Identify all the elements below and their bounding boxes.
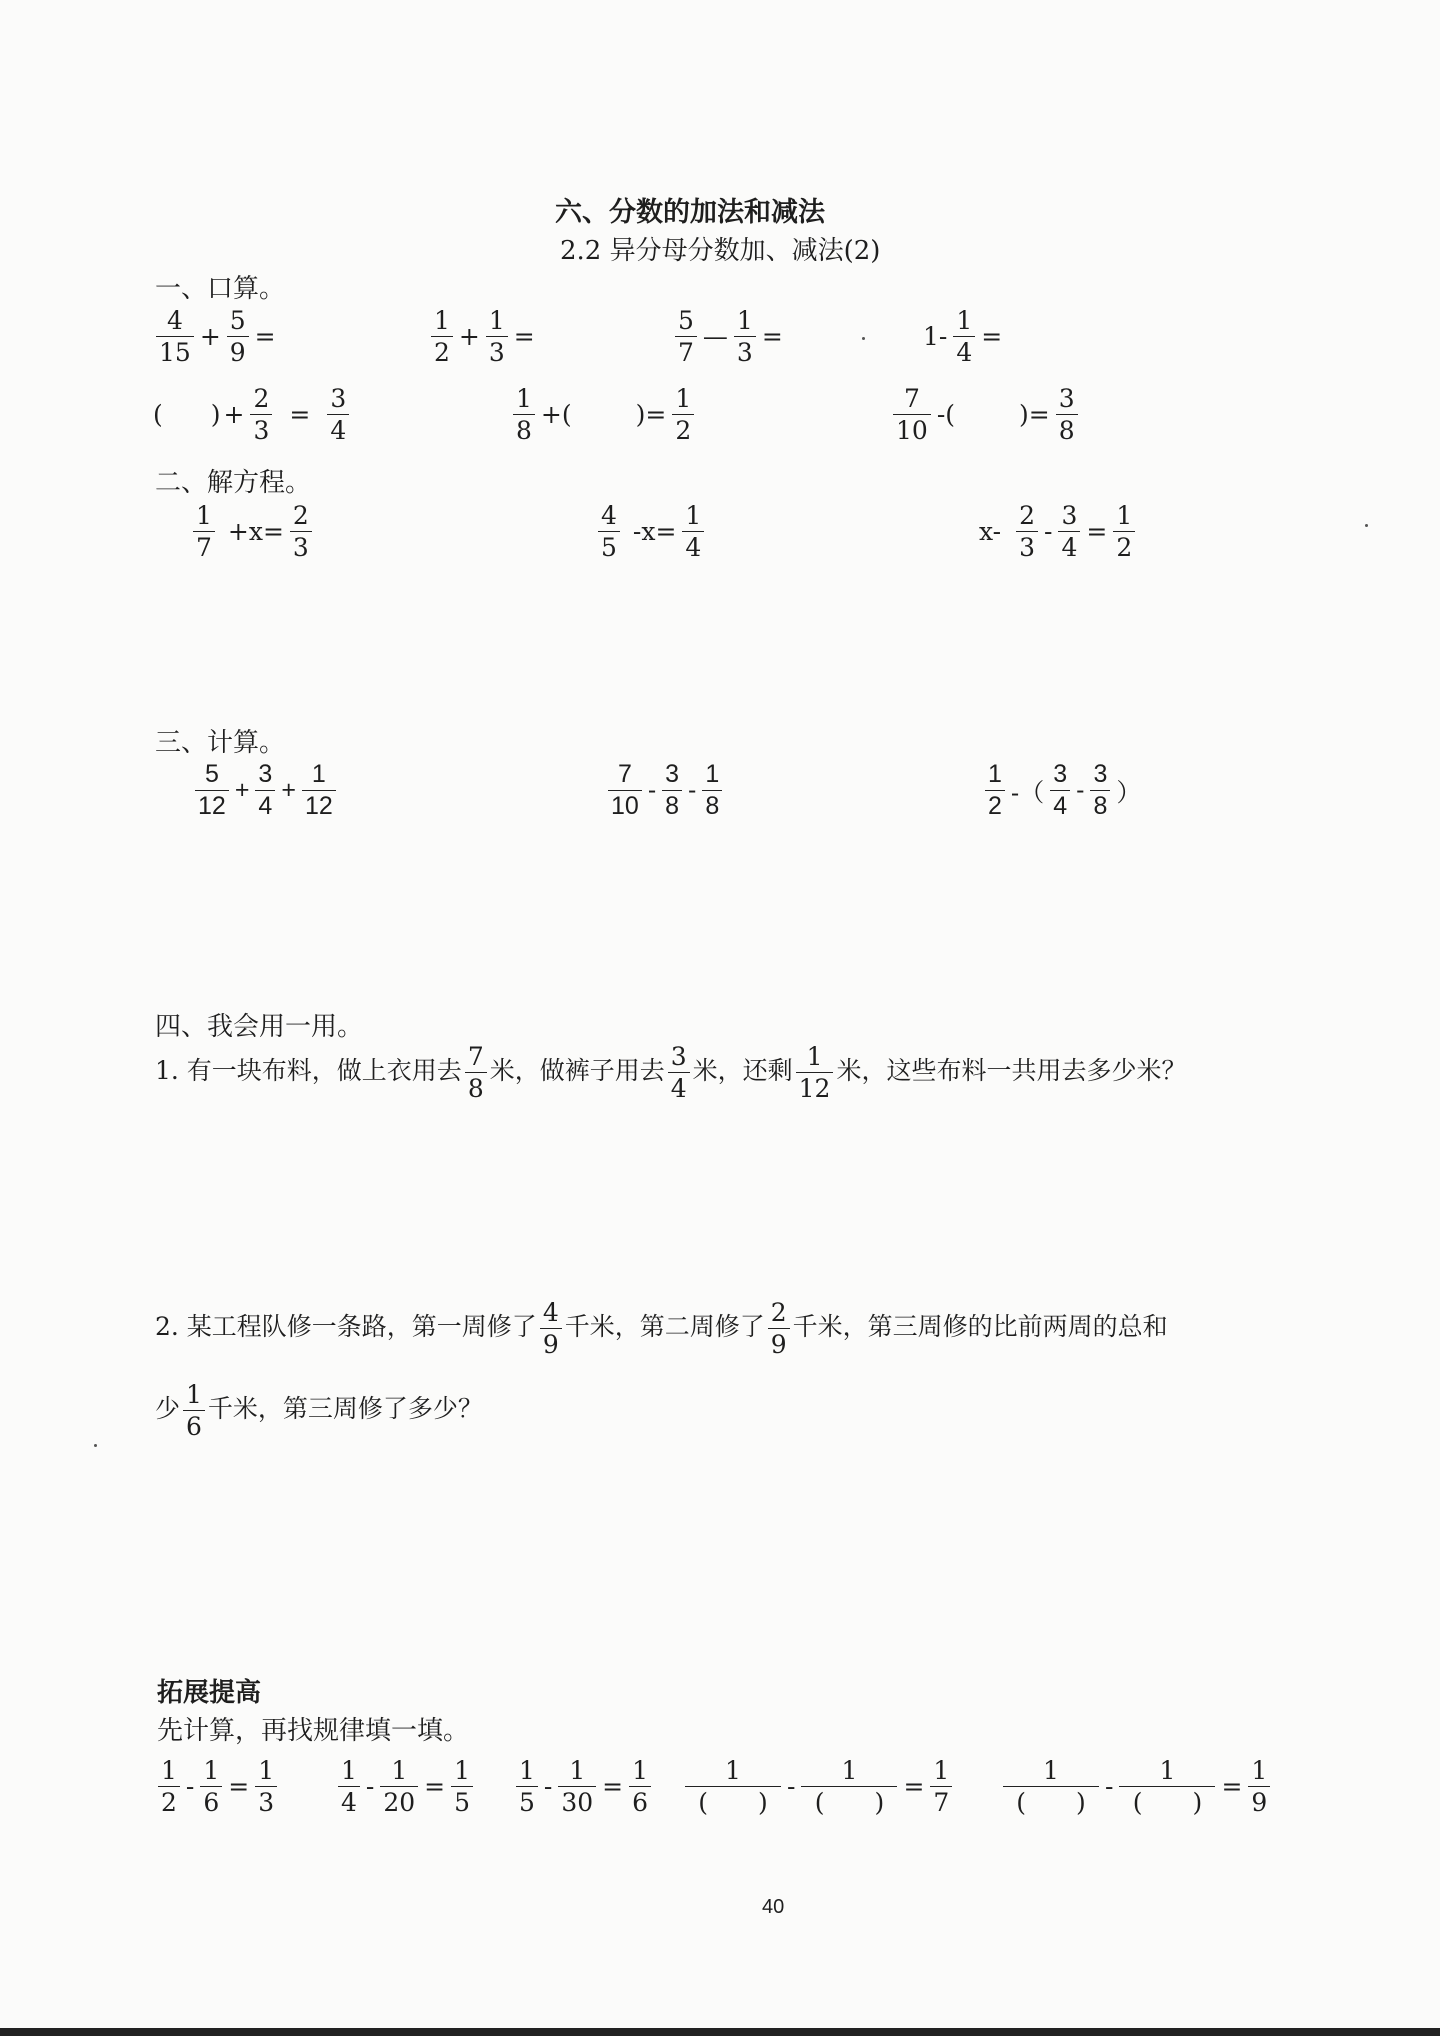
section3-heading: 三、计算。 [155, 728, 286, 758]
oral-calc-7: $\frac{7}{10}$ -( )= $\frac{3}{8}$ [890, 386, 1081, 443]
fraction: $\frac{3}{4}$ [1050, 762, 1070, 819]
fraction: $\frac{1}{3}$ [734, 308, 756, 365]
fraction: $\frac{1}{8}$ [513, 386, 535, 443]
fraction: $\frac{1}{2}$ [431, 308, 453, 365]
fraction: $\frac{3}{8}$ [1090, 762, 1110, 819]
pattern-2: $\frac{1}{4}$ - $\frac{1}{20}$ = $\frac{1}{5}$ [335, 1758, 476, 1815]
fraction: $\frac{3}{4}$ [1058, 503, 1080, 560]
equation-3: x- $\frac{2}{3}$ - $\frac{3}{4}$ = $\frac{1}{2}$ [976, 503, 1138, 560]
fraction: $\frac{1}{5}$ [451, 1758, 473, 1815]
fraction: $\frac{5}{9}$ [227, 308, 249, 365]
word-problem-1: 1. 有一块布料，做上衣用去 $\frac{7}{8}$ 米，做裤子用去 $\frac{3}{4}$ 米，还剩 $\frac{1}{12}$ 米，这些布料一共用去多少米？ [155, 1042, 1187, 1103]
scan-speck [862, 337, 865, 340]
section1-heading: 一、口算。 [155, 274, 286, 304]
fraction: $\frac{1}{7}$ [193, 503, 215, 560]
fraction: $\frac{7}{10}$ [893, 386, 931, 443]
equation-1: $\frac{1}{7}$ +x= $\frac{2}{3}$ [190, 503, 315, 560]
oral-calc-5: ( ) + $\frac{2}{3}$ = $\frac{3}{4}$ [153, 386, 352, 443]
fraction: $\frac{2}{3}$ [1016, 503, 1038, 560]
fraction: $\frac{1}{20}$ [380, 1758, 418, 1815]
scan-speck [1365, 524, 1368, 527]
chapter-title: 六、分数的加法和减法 [555, 197, 825, 228]
page-number: 40 [762, 1896, 785, 1918]
fraction: $\frac{3}{4}$ [327, 386, 349, 443]
fraction: $\frac{1}{3}$ [486, 308, 508, 365]
oral-calc-4: 1- $\frac{1}{4}$ = [923, 306, 1003, 367]
equation-2: $\frac{4}{5}$ -x= $\frac{1}{4}$ [595, 503, 707, 560]
fraction: $\frac{1}{6}$ [629, 1758, 651, 1815]
fraction-blank: $\frac{1}{( )}$ [685, 1758, 781, 1815]
fraction: $\frac{1}{30}$ [558, 1758, 596, 1815]
fraction: $\frac{1}{8}$ [702, 762, 722, 819]
fraction: $\frac{4}{15}$ [156, 308, 194, 365]
fraction: $\frac{3}{8}$ [662, 762, 682, 819]
fraction: $\frac{5}{7}$ [675, 308, 697, 365]
section4-heading: 四、我会用一用。 [155, 1012, 364, 1042]
fraction: $\frac{3}{4}$ [255, 762, 275, 819]
fraction: $\frac{3}{4}$ [668, 1044, 690, 1101]
extension-instruction: 先计算，再找规律填一填。 [157, 1716, 470, 1746]
word-problem-2-line2: 少 $\frac{1}{6}$ 千米，第三周修了多少？ [155, 1380, 483, 1441]
calc-3: $\frac{1}{2}$ -（ $\frac{3}{4}$ - $\frac{3}{8}$ ） [982, 762, 1144, 819]
section2-heading: 二、解方程。 [155, 468, 312, 498]
extension-heading: 拓展提高 [157, 1678, 262, 1708]
fraction: $\frac{2}{3}$ [290, 503, 312, 560]
fraction: $\frac{1}{2}$ [672, 386, 694, 443]
fraction: $\frac{4}{5}$ [598, 503, 620, 560]
calc-2: $\frac{7}{10}$ - $\frac{3}{8}$ - $\frac{1}{8}$ [605, 762, 725, 819]
fraction-blank: $\frac{1}{( )}$ [1003, 1758, 1099, 1815]
pattern-3: $\frac{1}{5}$ - $\frac{1}{30}$ = $\frac{1}{6}$ [513, 1758, 654, 1815]
fraction: $\frac{1}{12}$ [796, 1044, 834, 1101]
oral-calc-3: $\frac{5}{7}$ — $\frac{1}{3}$ = [672, 308, 786, 365]
fraction: $\frac{1}{2}$ [158, 1758, 180, 1815]
fraction: $\frac{1}{12}$ [302, 762, 336, 819]
lesson-title: 2.2 异分母分数加、减法(2) [560, 236, 881, 266]
fraction: $\frac{1}{4}$ [953, 308, 975, 365]
word-problem-2-line1: 2. 某工程队修一条路，第一周修了 $\frac{4}{9}$ 千米，第二周修了 $\frac{2}{9}$ 千米，第三周修的比前两周的总和 [155, 1298, 1168, 1359]
fraction: $\frac{1}{6}$ [183, 1382, 205, 1439]
scan-edge-bar [0, 2028, 1440, 2036]
scan-speck [94, 1444, 97, 1447]
fraction: $\frac{2}{3}$ [250, 386, 272, 443]
fraction: $\frac{1}{3}$ [255, 1758, 277, 1815]
fraction: $\frac{1}{4}$ [682, 503, 704, 560]
oral-calc-1: $\frac{4}{15}$ + $\frac{5}{9}$ = [153, 308, 279, 365]
fraction-blank: $\frac{1}{( )}$ [801, 1758, 897, 1815]
fraction: $\frac{1}{4}$ [338, 1758, 360, 1815]
pattern-5: $\frac{1}{( )}$ - $\frac{1}{( )}$ = $\frac{1}{9}$ [1000, 1758, 1273, 1815]
fraction: $\frac{2}{9}$ [768, 1300, 790, 1357]
oral-calc-2: $\frac{1}{2}$ + $\frac{1}{3}$ = [428, 308, 538, 365]
fraction: $\frac{3}{8}$ [1056, 386, 1078, 443]
fraction: $\frac{7}{10}$ [608, 762, 642, 819]
fraction: $\frac{1}{2}$ [1113, 503, 1135, 560]
fraction: $\frac{7}{8}$ [465, 1044, 487, 1101]
fraction: $\frac{1}{9}$ [1248, 1758, 1270, 1815]
fraction: $\frac{1}{7}$ [930, 1758, 952, 1815]
oral-calc-6: $\frac{1}{8}$ +( )= $\frac{1}{2}$ [510, 386, 697, 443]
fraction: $\frac{1}{6}$ [200, 1758, 222, 1815]
pattern-4: $\frac{1}{( )}$ - $\frac{1}{( )}$ = $\frac{1}{7}$ [682, 1758, 955, 1815]
fraction-blank: $\frac{1}{( )}$ [1119, 1758, 1215, 1815]
fraction: $\frac{4}{9}$ [540, 1300, 562, 1357]
fraction: $\frac{5}{12}$ [195, 762, 229, 819]
pattern-1: $\frac{1}{2}$ - $\frac{1}{6}$ = $\frac{1}{3}$ [155, 1758, 280, 1815]
fraction: $\frac{1}{2}$ [985, 762, 1005, 819]
fraction: $\frac{1}{5}$ [516, 1758, 538, 1815]
calc-1: $\frac{5}{12}$ + $\frac{3}{4}$ + $\frac{1}{12}$ [192, 762, 339, 819]
